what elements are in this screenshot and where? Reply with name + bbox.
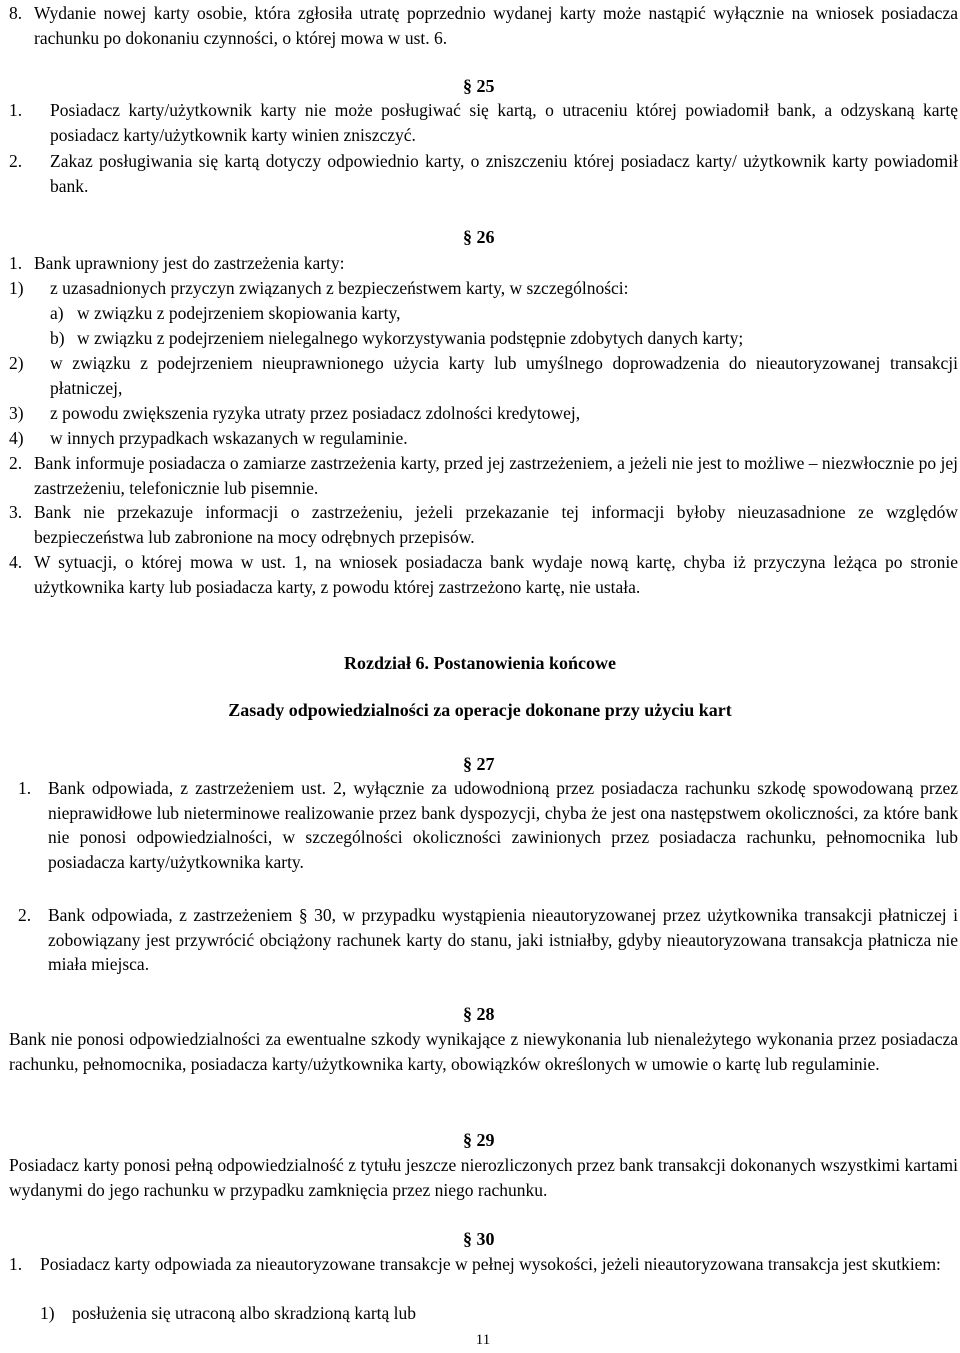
par-number: 1. xyxy=(18,778,32,798)
par-number: 2. xyxy=(18,905,32,925)
letter-text: w związku z podejrzeniem skopiowania karty, xyxy=(77,303,401,323)
par-text: Bank uprawniony jest do zastrzeżenia karty: xyxy=(34,253,345,273)
paragraph-text: Wydanie nowej karty osobie, która zgłosiła utratę poprzednio wydanej karty może nastąpić wyłącznie na wniosek posiadacza rachunku po dokonaniu czynności, o której mowa w ust. 6. xyxy=(34,3,958,48)
point-number: 1) xyxy=(40,1303,55,1323)
point-number: 3) xyxy=(9,403,24,423)
par-text: Bank nie przekazuje informacji o zastrzeżeniu, jeżeli przekazanie tej informacji byłoby nieuzasadnione ze względów bezpieczeństwa lub zabronione na mocy odrębnych przepisów. xyxy=(34,502,958,547)
chapter-title: Rozdział 6. Postanowienia końcowe xyxy=(344,653,616,673)
section-27-heading: § 27 xyxy=(463,754,495,774)
point-text: z powodu zwiększenia ryzyka utraty przez posiadacz zdolności kredytowej, xyxy=(50,403,581,423)
par-text: W sytuacji, o której mowa w ust. 1, na wniosek posiadacza bank wydaje nową kartę, chyba iż przyczyna leżąca po stronie użytkownika karty lub posiadacza karty, z powodu której zastrzeżono kartę, nie ustała. xyxy=(34,552,958,597)
item-number: 2. xyxy=(9,151,23,171)
chapter-subtitle: Zasady odpowiedzialności za operacje dokonane przy użyciu kart xyxy=(228,700,732,720)
par-text: Bank odpowiada, z zastrzeżeniem ust. 2, wyłącznie za udowodnioną przez posiadacza rachunku szkodę spowodowaną przez nieprawidłowe lub nieterminowe realizowanie przez bank dyspozycji, chyba że jest ona następstwem okoliczności, za które bank nie ponosi odpowiedzialności, w szczególności okoliczności zawinionych przez posiadacza rachunku, pełnomocnika lub posiadacza karty/użytkownika karty. xyxy=(48,778,958,872)
par-text: Bank informuje posiadacza o zamiarze zastrzeżenia karty, przed jej zastrzeżeniem, a jeżeli nie jest to możliwe – niezwłocznie po jej zastrzeżeniu, telefonicznie lub pisemnie. xyxy=(34,453,958,498)
par-text: Bank odpowiada, z zastrzeżeniem § 30, w przypadku wystąpienia nieautoryzowanej przez użytkownika transakcji płatniczej i zobowiązany jest przywrócić obciążony rachunek karty do stanu, jaki istniałby, gdyby nieautoryzowana transakcja płatnicza nie miała miejsca. xyxy=(48,905,958,974)
par-number: 3. xyxy=(9,502,23,522)
paragraph-number: 8. xyxy=(9,3,23,23)
point-text: w innych przypadkach wskazanych w regulaminie. xyxy=(50,428,408,448)
par-number: 2. xyxy=(9,453,23,473)
par-text: Posiadacz karty odpowiada za nieautoryzowane transakcje w pełnej wysokości, jeżeli nieautoryzowana transakcja jest skutkiem: xyxy=(40,1254,941,1274)
section-26-heading: § 26 xyxy=(463,227,495,247)
section-29-heading: § 29 xyxy=(463,1130,495,1150)
section-29-text: Posiadacz karty ponosi pełną odpowiedzialność z tytułu jeszcze nierozliczonych przez bank transakcji dokonanych wszystkimi kartami wydanymi do jego rachunku w przypadku zamknięcia przez niego rachunku. xyxy=(9,1155,958,1200)
item-text: Posiadacz karty/użytkownik karty nie może posługiwać się kartą, o utraceniu której powiadomił bank, a odzyskaną kartę posiadacz karty/użytkownik karty winien zniszczyć. xyxy=(50,100,958,145)
point-text: posłużenia się utraconą albo skradzioną kartą lub xyxy=(72,1303,417,1323)
page-number: 11 xyxy=(475,1332,491,1348)
point-text: z uzasadnionych przyczyn związanych z bezpieczeństwem karty, w szczególności: xyxy=(50,278,629,298)
par-number: 1. xyxy=(9,253,23,273)
item-text: Zakaz posługiwania się kartą dotyczy odpowiednio karty, o zniszczeniu której posiadacz karty/ użytkownik karty powiadomił bank. xyxy=(50,151,958,196)
point-text: w związku z podejrzeniem nieuprawnionego użycia karty lub umyślnego doprowadzenia do nieautoryzowanej transakcji płatniczej, xyxy=(50,353,958,398)
letter-text: w związku z podejrzeniem nielegalnego wykorzystywania podstępnie zdobytych danych karty; xyxy=(77,328,744,348)
par-number: 4. xyxy=(9,552,23,572)
section-28-heading: § 28 xyxy=(463,1004,495,1024)
letter: b) xyxy=(50,328,65,348)
section-30-heading: § 30 xyxy=(463,1229,495,1249)
point-number: 4) xyxy=(9,428,24,448)
item-number: 1. xyxy=(9,100,23,120)
section-25-heading: § 25 xyxy=(463,76,495,96)
section-28-text: Bank nie ponosi odpowiedzialności za ewentualne szkody wynikające z niewykonania lub nienależytego wykonania przez posiadacza rachunku, pełnomocnika, posiadacza karty/użytkownika karty, obowiązków określonych w umowie o kartę lub regulaminie. xyxy=(9,1029,958,1074)
point-number: 2) xyxy=(9,353,24,373)
point-number: 1) xyxy=(9,278,24,298)
letter: a) xyxy=(50,303,64,323)
par-number: 1. xyxy=(9,1254,23,1274)
